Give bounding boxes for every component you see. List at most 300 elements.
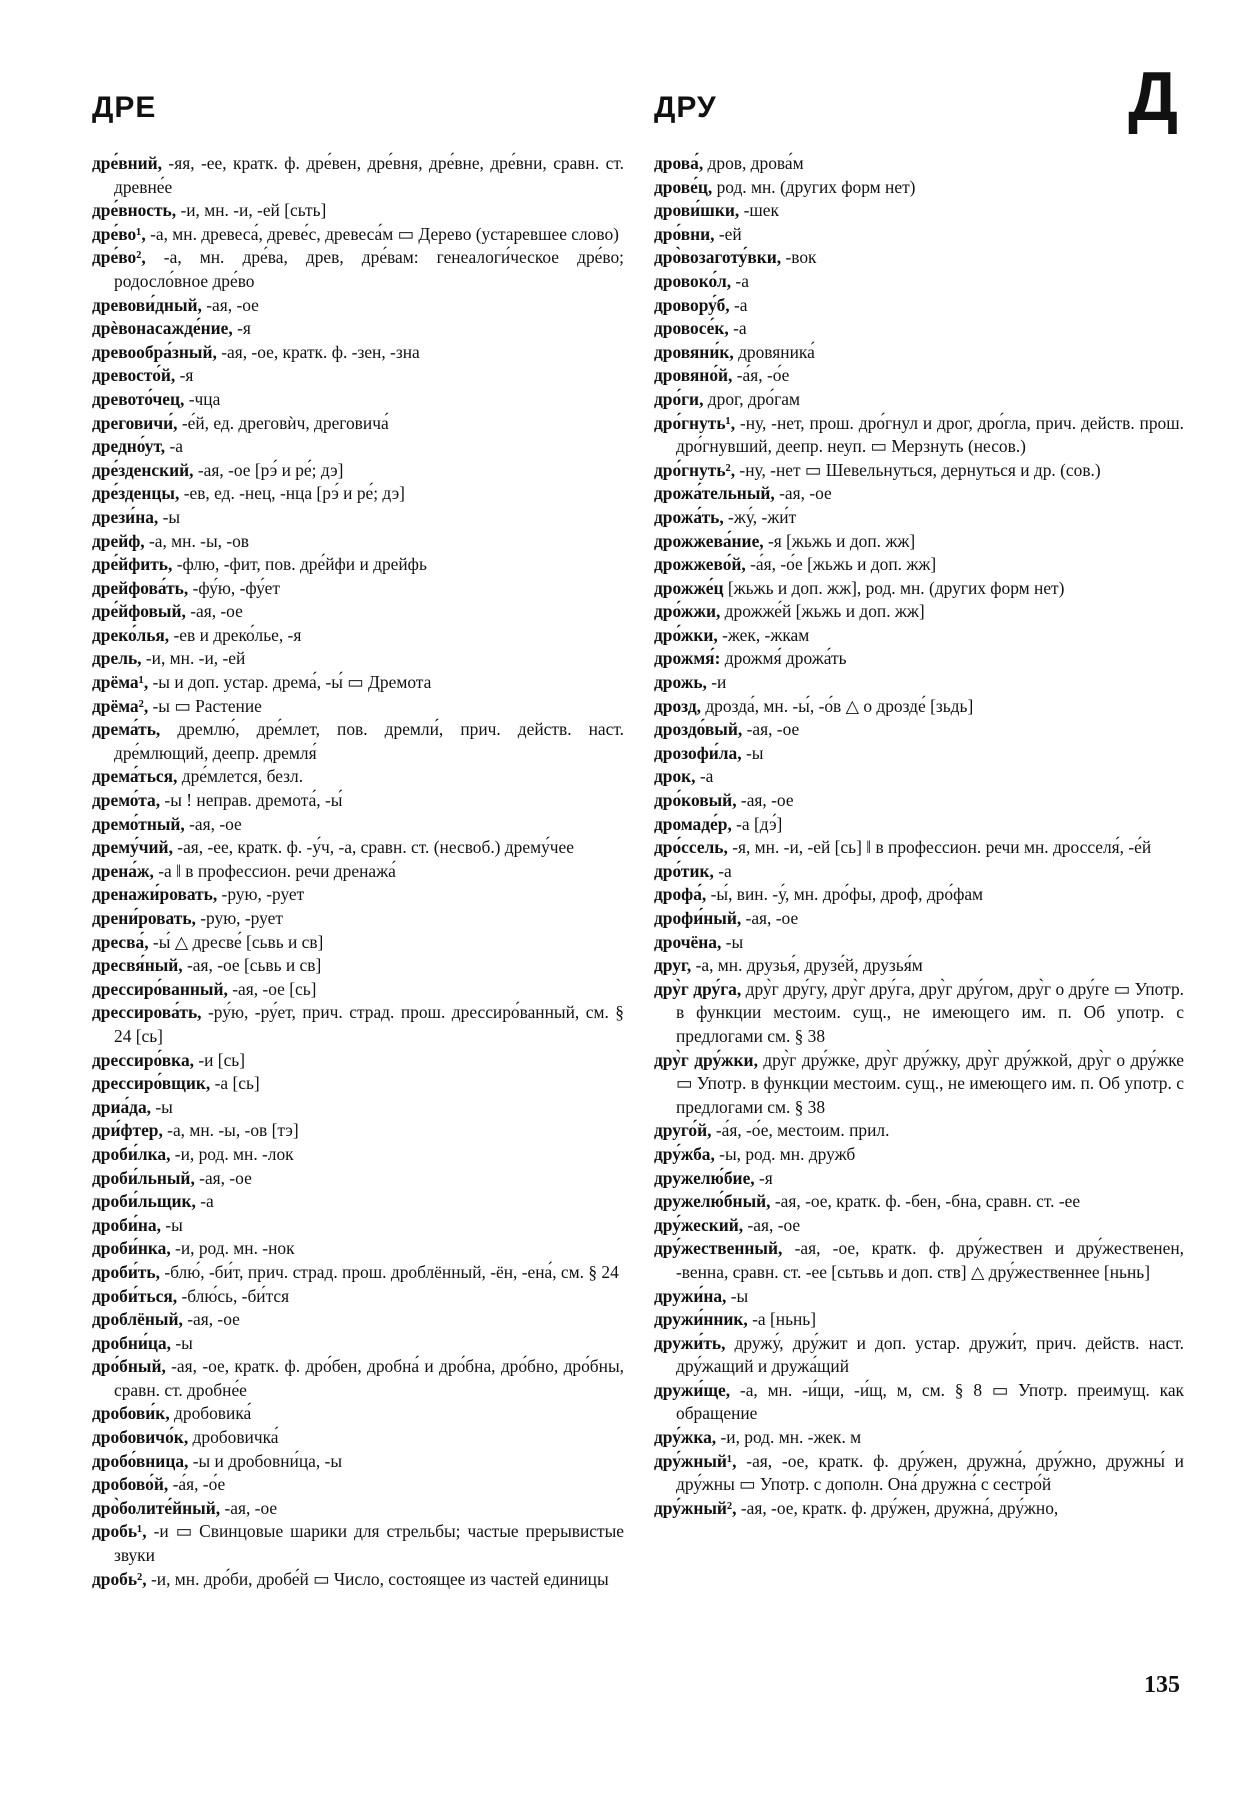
entry-definition: -жек, -жкам [717,624,810,645]
entry-definition: -ая, -ое, кратк. ф. дру́жествен и дру́жественен, -венна, сравн. ст. -ее [сьтьвь и доп. ств] △ дру́жественнее [ньнь] [676,1238,1184,1282]
dictionary-entry [654,1379,1184,1426]
dictionary-entry [92,954,624,978]
entry-definition: -и, род. мн. -лок [170,1143,294,1164]
entry-headword: дрези́на, [92,506,159,527]
entry-headword: дробови́к, [92,1403,170,1424]
dictionary-entry [92,1450,624,1474]
entry-headword: дрейф, [92,530,145,551]
dictionary-entry [654,954,1184,978]
entry-headword: дре́йфовый, [92,601,186,622]
entry-definition: -ы [160,1214,183,1235]
entry-headword: дрессиро́вщик, [92,1073,211,1094]
dictionary-entry [654,718,1184,742]
entry-headword: дровяни́к, [654,341,734,362]
entry-definition: -я, мн. -и, -ей [сь] ‖ в профессион. речи мн. дросселя́, -е́й [727,837,1152,858]
dictionary-entry [92,1497,624,1521]
entry-headword: дро́гнуть¹, [654,412,736,433]
entry-definition: -ая, -ое, кратк. ф. -бен, -бна, сравн. ст. -ее [770,1191,1081,1212]
right-column [654,152,1184,1520]
entry-headword: дро́ковый, [654,790,737,811]
entry-definition: -ы ▭ Растение [148,695,262,716]
entry-headword: дреговичи́, [92,412,178,433]
entry-headword: дробь¹, [92,1521,147,1542]
dictionary-entry [92,907,624,931]
entry-headword: дро́тик, [654,860,714,881]
entry-definition: -ая, -ое [220,1497,278,1518]
entry-headword: дружелю́бный, [654,1191,771,1212]
entry-headword: дре́йфить, [92,554,173,575]
entry-headword: друг, [654,955,692,976]
dictionary-entry [92,883,624,907]
entry-definition: -фу́ю, -фу́ет [188,577,281,598]
entry-headword: дровяно́й, [654,365,733,386]
entry-definition: -ы [158,506,181,527]
dictionary-entry [654,388,1184,412]
entry-definition: -ая, -ое [742,719,800,740]
entry-definition: -и, род. мн. -нок [170,1238,295,1259]
entry-definition: -а [сь] [210,1073,260,1094]
dictionary-entry [654,978,1184,1049]
dictionary-entry [92,1473,624,1497]
entry-definition: -рую, -рует [195,908,283,928]
entry-definition: -и, мн. -и, -ей [сьть] [176,200,327,221]
entry-definition: -ая, -ое [182,1309,240,1330]
dictionary-entry [92,246,624,293]
entry-definition: -ы [741,742,764,763]
entry-headword: дрочёна, [654,931,722,952]
dictionary-entry [92,1332,624,1356]
entry-headword: дрема́ть, [92,719,161,740]
entry-definition: -ы, род. мн. дружб [714,1143,856,1164]
entry-headword: древосто́й, [92,365,176,386]
entry-headword: друго́й, [654,1120,712,1141]
dictionary-entry [92,388,624,412]
entry-definition: -а, мн. древеса́, древе́с, древеса́м ▭ Дерево (устаревшее слово) [145,223,619,244]
dictionary-entry [92,624,624,648]
entry-headword: дрозд, [654,695,701,716]
dictionary-entry [92,435,624,459]
dictionary-entry [92,1096,624,1120]
dictionary-entry [92,506,624,530]
entry-definition: -я [175,365,194,386]
entry-headword: дро́бный, [92,1356,166,1377]
entry-definition: -и, род. мн. -жек. м [716,1427,862,1448]
entry-headword: дробь², [92,1568,147,1589]
dictionary-entry [654,1214,1184,1238]
entry-definition: -ая, -ое [743,1214,801,1235]
entry-definition: -а [695,766,714,787]
entry-definition: -ы [151,1096,173,1117]
entry-definition: дрожмя́ дрожа́ть [720,648,847,669]
entry-headword: дробово́й, [92,1474,169,1495]
dictionary-entry [92,1308,624,1332]
entry-headword: дробовичо́к, [92,1427,189,1448]
entry-headword: дрени́ровать, [92,908,196,928]
dictionary-entry [92,765,624,789]
dictionary-entry [654,813,1184,837]
dictionary-entry [654,317,1184,341]
entry-headword: дрожь, [654,672,707,693]
entry-definition: -а́я, -о́е [жьжь и доп. жж] [745,554,937,575]
entry-definition: дру̀г дру́жке, дру̀г дру́жку, дру̀г дру́жкой, дру̀г о дру́жке ▭ Употр. в функции местоим. сущ., не имеющего им. п. Об употр. с предлогами см. § 38 [676,1049,1185,1117]
entry-headword: дрожжево́й, [654,554,746,575]
entry-definition: -а [729,294,748,315]
entry-definition: -шек [739,200,779,221]
entry-headword: дрозофи́ла, [654,742,742,763]
entry-definition: -ая, -ое [185,601,243,622]
entry-definition: дробовика́ [169,1403,252,1424]
entry-headword: дрожа́тельный, [654,483,775,504]
entry-headword: дру́жеский, [654,1214,744,1235]
entry-headword: дровосе́к, [654,318,729,339]
dictionary-entry [92,1237,624,1261]
dictionary-entry [92,1355,624,1402]
entry-headword: дре́зденский, [92,459,194,480]
dictionary-entry [92,1214,624,1238]
entry-definition: дружу́, дру́жит и доп. устар. дружи́т, прич. действ. наст. дру́жащий и дружа́щий [676,1332,1184,1377]
entry-definition: -рую, -рует [217,884,305,905]
entry-definition: -а [165,436,183,457]
dictionary-entry [92,553,624,577]
dictionary-entry [654,883,1184,907]
dictionary-entry [92,1520,624,1567]
entry-definition: дрог, дро́гам [703,388,800,409]
dictionary-entry [654,152,1184,176]
dictionary-entry [654,907,1184,931]
entry-definition: -блю́, -би́т, прич. страд. прош. дроблённый, -ён, -ена́, см. § 24 [159,1261,619,1282]
dictionary-entry [654,765,1184,789]
dictionary-entry [92,412,624,436]
entry-headword: дрессирова́ть, [92,1002,202,1023]
entry-definition: -ы́, вин. -у́, мн. дро́фы, дроф, дро́фам [706,884,984,905]
entry-definition: -и ▭ Свинцовые шарики для стрельбы; частые прерывистые звуки [114,1521,624,1566]
left-column [92,152,624,1591]
dictionary-entry [92,671,624,695]
entry-definition: -ая, -ое [774,483,832,504]
entry-headword: дресва́, [92,931,149,952]
entry-headword: дрови́шки, [654,200,740,221]
entry-definition: -а ‖ в профессион. речи дренажа́ [153,860,396,881]
entry-definition: -ы и доп. устар. дрема́, -ы́ ▭ Дремота [148,672,432,693]
dictionary-entry [654,1119,1184,1143]
entry-headword: дре́во¹, [92,223,146,244]
dictionary-entry [654,1308,1184,1332]
dictionary-entry [92,1261,624,1285]
entry-headword: дрессиро́ванный, [92,978,228,999]
dictionary-entry [654,1426,1184,1450]
entry-headword: дру̀г дру́га, [654,978,742,999]
left-running-head: ДРЕ [92,91,157,124]
entry-headword: дроби́льный, [92,1167,195,1188]
entry-headword: дрена́ж, [92,860,154,881]
entry-definition: -а [ньнь] [747,1309,817,1330]
right-running-head: ДРУ [654,91,717,124]
dictionary-entry [92,718,624,765]
entry-headword: дредно́ут, [92,436,166,457]
entry-definition: -и [сь] [193,1049,246,1070]
dictionary-entry [654,1237,1184,1284]
entry-headword: дру̀г дру́жки, [654,1049,758,1070]
entry-headword: дро́жки, [654,624,718,645]
dictionary-entry [654,647,1184,671]
dictionary-entry [92,836,624,860]
dictionary-entry [92,1001,624,1048]
entry-headword: дру́жка, [654,1427,717,1448]
entry-headword: дре́во², [92,247,146,268]
entry-definition: -ы [170,1332,193,1353]
dictionary-entry [654,860,1184,884]
entry-definition: -ая, -ое [сьвь и св] [182,955,322,976]
entry-definition: -ев, ед. -нец, -нца [рэ́ и ре́; дэ] [179,483,405,504]
dictionary-entry [654,530,1184,554]
entry-headword: дроздо́вый, [654,719,743,740]
dictionary-entry [92,1426,624,1450]
dictionary-entry [92,1402,624,1426]
dictionary-entry [92,1167,624,1191]
entry-headword: дро́ги, [654,388,704,409]
entry-headword: дрёма¹, [92,672,149,693]
entry-definition: дру̀г дру́гу, дру̀г дру́га, дру̀г дру́гом, дру̀г о дру́ге ▭ Употр. в функции местоим. сущ., не имеющего им. п. Об употр. с предлогами см. § 38 [676,978,1185,1046]
entry-headword: дру́жественный, [654,1238,783,1259]
entry-headword: дромаде́р, [654,813,732,834]
entry-headword: дро̀болите́йный, [92,1497,221,1518]
dictionary-entry [92,317,624,341]
entry-headword: дро́гнуть², [654,459,736,480]
entry-definition: -жу́, -жи́т [723,506,797,527]
entry-headword: дремо́тный, [92,813,185,834]
dictionary-entry [654,577,1184,601]
entry-definition: -а [дэ́] [731,813,783,834]
entry-headword: древообра́зный, [92,341,217,362]
entry-headword: дри́фтер, [92,1120,163,1141]
entry-definition: -ру́ю, -ру́ет, прич. страд. прош. дрессиро́ванный, см. § 24 [сь] [114,1002,624,1046]
dictionary-entry [654,294,1184,318]
entry-headword: дроби́льщик, [92,1191,196,1212]
dictionary-entry [654,246,1184,270]
entry-definition: -я [232,318,251,339]
dictionary-entry [92,577,624,601]
entry-headword: дровору́б, [654,294,730,315]
section-letter: Д [1128,57,1178,135]
entry-definition: -ая, -ее, кратк. ф. -у́ч, -а, сравн. ст. (несвоб.) дрему́чее [172,837,574,858]
entry-definition: -ая, -ое [сь] [227,978,317,999]
entry-definition: -ая, -ое [741,908,799,928]
entry-definition: -а, мн. дре́ва, древ, дре́вам: генеалоги́ческое дре́во; родосло́вное дре́во [114,247,624,291]
entry-definition: род. мн. (других форм нет) [712,176,916,197]
dictionary-entry [92,459,624,483]
entry-definition: -а [195,1191,214,1212]
entry-definition: -а, мн. -ы, -ов [144,530,250,551]
page-number: 135 [1144,1672,1180,1698]
entry-definition: -ев и дреко́лье, -я [169,624,302,645]
dictionary-entry [92,530,624,554]
dictionary-entry [654,1497,1184,1521]
dictionary-entry [92,1119,624,1143]
entry-headword: дроби́на, [92,1214,161,1235]
entry-headword: дроби́нка, [92,1238,171,1259]
entry-headword: дрок, [654,766,696,787]
entry-definition: -и [706,672,727,693]
entry-headword: дро́жжи, [654,601,721,622]
dictionary-entry [654,223,1184,247]
entry-definition: -ей [714,223,742,244]
entry-definition: дрозда́, мн. -ы́, -о́в △ о дрозде́ [зьдь] [700,695,974,716]
entry-headword: дру́жный¹, [654,1450,737,1471]
entry-definition: -чца [184,388,221,409]
entry-definition: -вок [781,247,817,268]
entry-headword: дресвя́ный, [92,955,183,976]
dictionary-entry [92,860,624,884]
entry-headword: древови́дный, [92,294,202,315]
entry-headword: дрёма², [92,695,149,716]
dictionary-entry [654,931,1184,955]
entry-definition: -а́я, -о́е, местоим. прил. [711,1120,890,1141]
entry-definition: дремлю́, дре́млет, пов. дремли́, прич. действ. наст. дре́млющий, деепр. дремля́ [114,719,624,763]
dictionary-entry [654,600,1184,624]
dictionary-entry [654,1450,1184,1497]
dictionary-entry [92,482,624,506]
entry-definition: -ая, -ое [184,813,242,834]
entry-definition: -я [754,1167,773,1188]
entry-headword: дрель, [92,648,142,669]
dictionary-entry [654,506,1184,530]
entry-definition: дрожже́й [жьжь и доп. жж] [720,601,925,622]
entry-definition: дре́млется, безл. [177,766,304,787]
entry-headword: дрожже́ц [654,577,724,598]
entry-definition: [жьжь и доп. жж], род. мн. (других форм нет) [723,577,1065,598]
dictionary-entry [654,695,1184,719]
dictionary-entry [92,199,624,223]
dictionary-entry [654,671,1184,695]
entry-headword: дрожмя́: [654,648,721,669]
entry-definition: -блю́сь, -би́тся [177,1285,290,1306]
dictionary-entry [654,624,1184,648]
entry-headword: дро́вни, [654,223,715,244]
dictionary-entry [654,176,1184,200]
entry-definition: -а [713,860,732,881]
entry-definition: -ы ! неправ. дремота́, -ы́ [160,790,343,811]
entry-definition: -ая, -ое, кратк. ф. дру́жен, дружна́, дру́жно, [736,1497,1059,1518]
entry-definition: -ы [721,931,744,952]
dictionary-entry [654,412,1184,459]
entry-headword: дружи́нник, [654,1309,748,1330]
dictionary-entry [654,836,1184,860]
dictionary-entry [92,647,624,671]
entry-headword: дрова́, [654,153,704,173]
entry-definition: -яя, -ее, кратк. ф. дре́вен, дре́вня, дре́вне, дре́вни, сравн. ст. древне́е [114,153,624,197]
dictionary-entry [92,223,624,247]
entry-headword: дровоко́л, [654,270,732,291]
entry-headword: дрейфова́ть, [92,577,189,598]
dictionary-entry [654,364,1184,388]
entry-headword: дро̀возаготу́вки, [654,247,782,268]
entry-definition: -и, мн. -и, -ей [141,648,246,669]
dictionary-entry [92,789,624,813]
entry-headword: дремо́та, [92,790,161,811]
entry-definition: -ая, -ое [рэ́ и ре́; дэ] [193,459,344,480]
entry-definition: -ы́ △ дресве́ [сьвь и св] [148,931,324,952]
dictionary-entry [92,1049,624,1073]
entry-definition: -флю, -фит, пов. дре́йфи и дрейфь [172,554,427,575]
entry-headword: дрове́ц, [654,176,713,197]
dictionary-entry [92,931,624,955]
entry-definition: дробовичка́ [188,1427,279,1448]
entry-headword: дриа́да, [92,1096,152,1117]
dictionary-entry [92,1072,624,1096]
entry-definition: -ая, -ое, кратк. ф. дро́бен, дробна́ и дро́бна, дро́бно, дро́бны, сравн. ст. дробне́е [114,1356,624,1400]
entry-definition: -ая, -ое, кратк. ф. дру́жен, дружна́, дру́жно, дружны́ и дру́жны ▭ Употр. с дополн. Она́ дружна́ с сестро́й [676,1450,1184,1495]
dictionary-entry [654,341,1184,365]
dictionary-entry [654,553,1184,577]
entry-definition: -а́я, -о́е [168,1474,226,1495]
dictionary-entry [654,789,1184,813]
dictionary-entry [654,1332,1184,1379]
entry-headword: дроблёный, [92,1309,183,1330]
entry-headword: дроби́лка, [92,1143,171,1164]
dictionary-entry [92,813,624,837]
entry-definition: -а, мн. -ы, -ов [тэ] [162,1120,299,1141]
entry-definition: -е́й, ед. дреговѝч, дреговича́ [177,412,389,433]
entry-headword: дреко́лья, [92,624,170,645]
entry-definition: -а, мн. друзья́, друзе́й, друзья́м [691,955,923,976]
entry-definition: -ы и дробовни́ца, -ы [188,1450,343,1471]
entry-definition: -а, мн. -и́щи, -и́щ, м, см. § 8 ▭ Употр. преимущ. как обращение [676,1379,1184,1424]
entry-headword: дрессиро́вка, [92,1049,194,1070]
entry-headword: дружелю́бие, [654,1167,755,1188]
entry-headword: дрофи́ный, [654,908,742,928]
entry-definition: -ы [726,1285,749,1306]
entry-headword: дрема́ться, [92,766,178,787]
dictionary-entry [654,742,1184,766]
entry-headword: дру́жба, [654,1143,715,1164]
entry-headword: дрофа́, [654,884,707,905]
dictionary-entry [654,1190,1184,1214]
entry-definition: -а [728,318,747,339]
dictionary-entry [92,1190,624,1214]
entry-definition: -ну, -нет, прош. дро́гнул и дрог, дро́гла, прич. действ. прош. дро́гнувший, деепр. неуп. ▭ Мерзнуть (несов.) [676,412,1184,457]
dictionary-entry [654,1167,1184,1191]
entry-headword: дрожа́ть, [654,506,724,527]
entry-definition: -ая, -ое [194,1167,252,1188]
dictionary-entry [654,1285,1184,1309]
entry-headword: дре́вний, [92,153,162,173]
entry-definition: -ая, -ое, кратк. ф. -зен, -зна [216,341,420,362]
dictionary-entry [92,1568,624,1592]
entry-definition: дров, дрова́м [703,153,804,173]
dictionary-entry [92,364,624,388]
entry-headword: дре́вность, [92,200,177,221]
entry-definition: -ая, -ое [201,294,259,315]
entry-headword: дроби́ть, [92,1261,160,1282]
entry-definition: -а [731,270,749,291]
dictionary-entry [92,695,624,719]
entry-headword: дрѐвонасажде́ние, [92,318,233,339]
dictionary-entry [92,600,624,624]
entry-definition: -ну, -нет ▭ Шевельнуться, дернуться и др. (сов.) [735,459,1101,480]
dictionary-entry [92,341,624,365]
entry-definition: -и, мн. дро́би, дробе́й ▭ Число, состоящее из частей единицы [146,1568,609,1589]
dictionary-entry [92,294,624,318]
dictionary-entry [654,270,1184,294]
entry-headword: дрожжева́ние, [654,530,764,551]
entry-definition: дровяника́ [733,341,815,362]
entry-headword: дрему́чий, [92,837,173,858]
dictionary-entry [654,1143,1184,1167]
entry-headword: дружи́ть, [654,1332,726,1353]
entry-headword: дру́жный², [654,1497,737,1518]
dictionary-entry [654,1049,1184,1120]
dictionary-entry [654,199,1184,223]
